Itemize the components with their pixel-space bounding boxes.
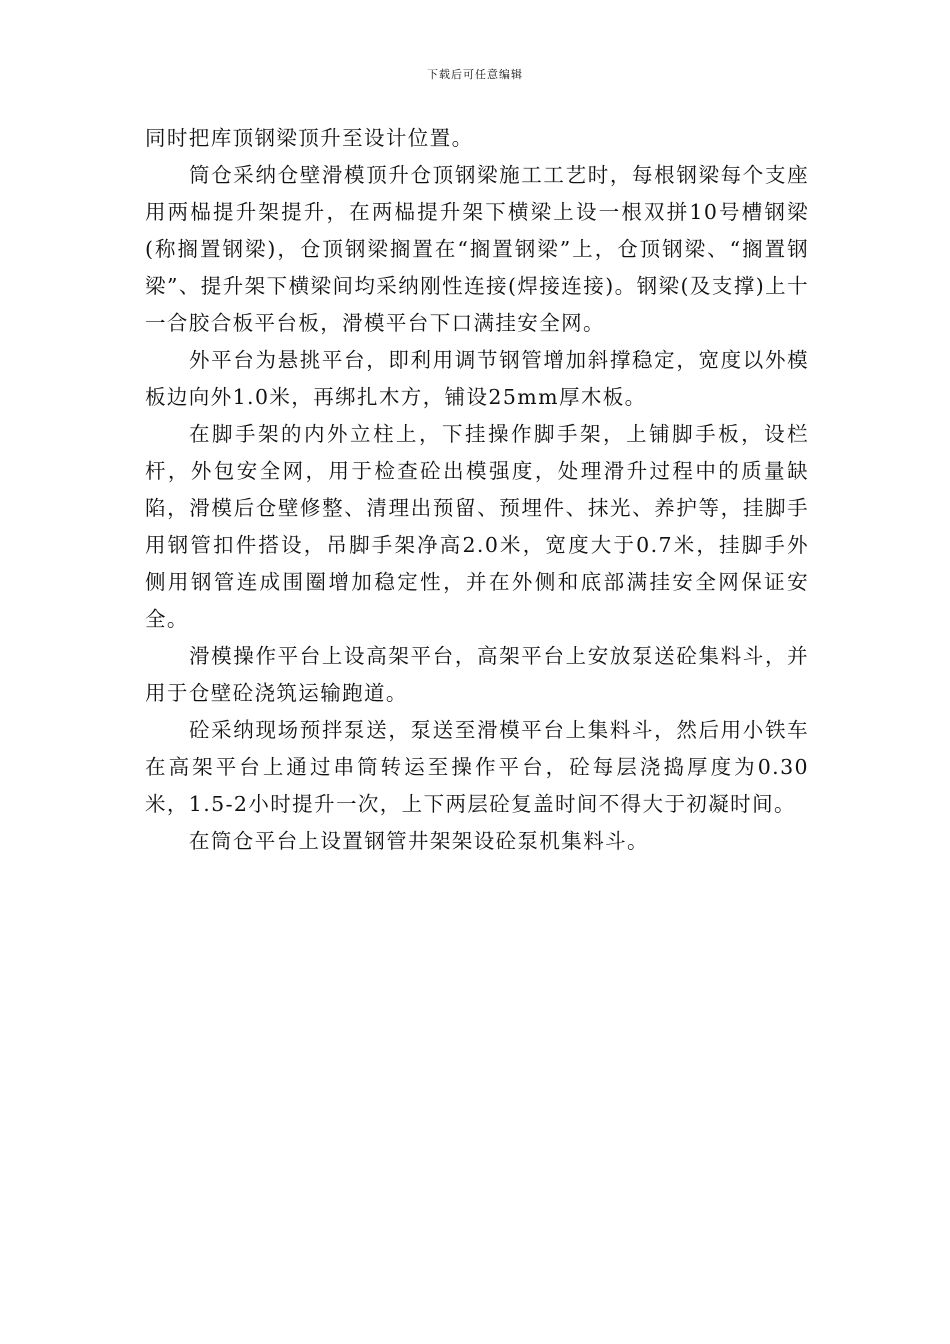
paragraph: 同时把库顶钢梁顶升至设计位置。 — [145, 126, 474, 150]
paragraph: 砼采纳现场预拌泵送，泵送至滑模平台上集料斗，然后用小铁车在高架平台上通过串筒转运至操作平台，砼每层浇捣厚度为0.30米，1.5-2小时提升一次，上下两层砼复盖时间不得大于初凝时间。 — [145, 718, 809, 816]
paragraph: 滑模操作平台上设高架平台，高架平台上安放泵送砼集料斗，并用于仓壁砼浇筑运输跑道。 — [145, 644, 809, 705]
page-header-note: 下载后可任意编辑 — [427, 68, 523, 81]
paragraph: 在脚手架的内外立柱上，下挂操作脚手架，上铺脚手板，设栏杆，外包安全网，用于检查砼出模强度，处理滑升过程中的质量缺陷，滑模后仓壁修整、清理出预留、预埋件、抹光、养护等，挂脚手用钢管扣件搭设，吊脚手架净高2.0米，宽度大于0.7米，挂脚手外侧用钢管连成围圈增加稳定性，并在外侧和底部满挂安全网保证安全。 — [145, 422, 809, 631]
paragraph: 在筒仓平台上设置钢管井架架设砼泵机集料斗。 — [189, 829, 649, 853]
paragraph: 外平台为悬挑平台，即利用调节钢管增加斜撑稳定，宽度以外模板边向外1.0米，再绑扎木方，铺设25mm厚木板。 — [145, 348, 809, 409]
paragraph: 筒仓采纳仓壁滑模顶升仓顶钢梁施工工艺时，每根钢梁每个支座用两榀提升架提升，在两榀提升架下横梁上设一根双拼10号槽钢梁(称搁置钢梁)，仓顶钢梁搁置在“搁置钢梁”上，仓顶钢梁、“搁置钢梁”、提升架下横梁间均采纳刚性连接(焊接连接)。钢梁(及支撑)上十一合胶合板平台板，滑模平台下口满挂安全网。 — [145, 163, 809, 335]
document-body — [145, 120, 809, 860]
